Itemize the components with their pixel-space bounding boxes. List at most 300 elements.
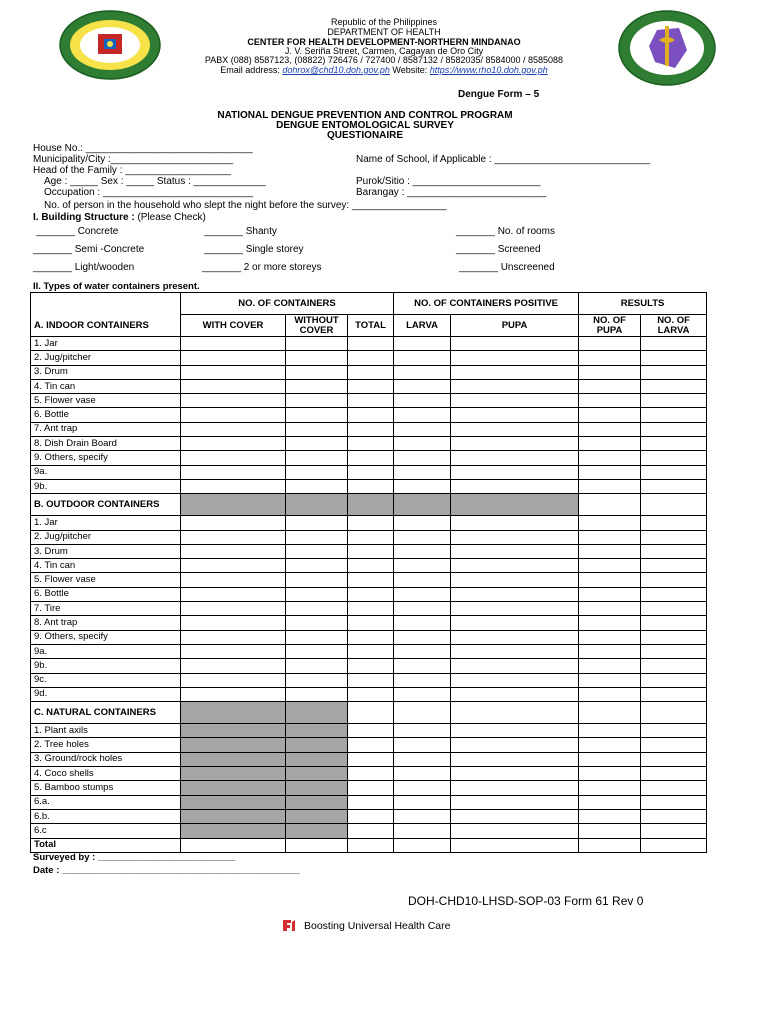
table-row: [31, 795, 707, 809]
table-cell[interactable]: [348, 659, 394, 673]
email-link[interactable]: dohrox@chd10.doh.gov.ph: [282, 65, 390, 75]
table-cell[interactable]: [286, 351, 348, 365]
table-cell[interactable]: [394, 824, 451, 838]
table-cell[interactable]: [579, 494, 641, 516]
table-cell[interactable]: [451, 687, 579, 701]
doh-seal-left-logo: [58, 10, 162, 80]
table-cell[interactable]: [451, 673, 579, 687]
table-cell[interactable]: [579, 616, 641, 630]
table-cell[interactable]: [641, 573, 707, 587]
table-cell[interactable]: [348, 630, 394, 644]
table-cell[interactable]: [181, 559, 286, 573]
table-cell[interactable]: [451, 602, 579, 616]
table-row: [31, 337, 707, 351]
school-field[interactable]: Name of School, if Applicable : ____________________________: [356, 154, 651, 165]
table-cell[interactable]: [394, 644, 451, 658]
purok-field[interactable]: Purok/Sitio : _______________________: [356, 176, 541, 187]
table-cell[interactable]: [181, 630, 286, 644]
table-cell[interactable]: [348, 738, 394, 752]
table-cell[interactable]: [641, 824, 707, 838]
table-cell[interactable]: [286, 687, 348, 701]
table-cell: [286, 738, 348, 752]
table-cell[interactable]: [451, 451, 579, 465]
table-cell[interactable]: [348, 422, 394, 436]
table-cell[interactable]: [579, 644, 641, 658]
table-cell[interactable]: [286, 602, 348, 616]
option-concrete[interactable]: _______ Concrete: [36, 226, 119, 237]
table-cell[interactable]: [451, 394, 579, 408]
table-cell[interactable]: [451, 351, 579, 365]
table-cell[interactable]: [579, 365, 641, 379]
table-cell[interactable]: [348, 465, 394, 479]
municipality-field[interactable]: Municipality/City :______________________: [33, 154, 234, 165]
table-cell[interactable]: [348, 573, 394, 587]
title-survey: DENGUE ENTOMOLOGICAL SURVEY: [276, 120, 454, 131]
table-cell: [181, 824, 286, 838]
section-row: [31, 494, 707, 516]
table-cell[interactable]: [286, 422, 348, 436]
table-cell[interactable]: [348, 516, 394, 530]
table-cell[interactable]: [394, 630, 451, 644]
table-cell[interactable]: [394, 394, 451, 408]
head-of-family-field[interactable]: Head of the Family : ___________________: [33, 165, 231, 176]
table-cell[interactable]: [394, 451, 451, 465]
bhuc-logo-icon: [282, 918, 300, 932]
table-cell[interactable]: [286, 337, 348, 351]
table-cell[interactable]: [394, 559, 451, 573]
table-cell[interactable]: [348, 530, 394, 544]
table-cell[interactable]: [286, 379, 348, 393]
option-shanty[interactable]: _______ Shanty: [204, 226, 277, 237]
table-cell[interactable]: [641, 465, 707, 479]
table-cell[interactable]: [394, 587, 451, 601]
building-heading-label: I. Building Structure :: [33, 212, 135, 223]
option-light-wooden[interactable]: _______ Light/wooden: [33, 262, 135, 273]
table-cell[interactable]: [394, 767, 451, 781]
table-cell[interactable]: [641, 516, 707, 530]
table-cell[interactable]: [181, 379, 286, 393]
building-heading-note: (Please Check): [137, 212, 206, 223]
table-cell[interactable]: [394, 379, 451, 393]
table-cell[interactable]: [348, 702, 394, 724]
table-cell[interactable]: [181, 687, 286, 701]
section-label: C. NATURAL CONTAINERS: [31, 702, 181, 724]
table-cell[interactable]: [286, 644, 348, 658]
table-cell[interactable]: [579, 544, 641, 558]
table-cell: [286, 795, 348, 809]
table-cell[interactable]: [394, 516, 451, 530]
table-cell[interactable]: [181, 573, 286, 587]
table-cell[interactable]: [451, 616, 579, 630]
table-cell[interactable]: [394, 544, 451, 558]
table-cell[interactable]: [579, 602, 641, 616]
table-cell[interactable]: [181, 437, 286, 451]
header-address: J. V. Seriña Street, Carmen, Cagayan de Oro City: [284, 46, 484, 56]
table-cell[interactable]: [579, 351, 641, 365]
table-row: [31, 630, 707, 644]
table-cell[interactable]: [579, 516, 641, 530]
table-cell[interactable]: [348, 824, 394, 838]
table-cell[interactable]: [641, 781, 707, 795]
table-cell[interactable]: [641, 494, 707, 516]
table-cell[interactable]: [579, 659, 641, 673]
table-cell[interactable]: [641, 408, 707, 422]
table-cell[interactable]: [579, 422, 641, 436]
table-cell[interactable]: [286, 838, 348, 852]
table-cell[interactable]: [181, 465, 286, 479]
table-cell[interactable]: [394, 337, 451, 351]
table-cell[interactable]: [579, 479, 641, 493]
table-cell[interactable]: [394, 408, 451, 422]
table-cell[interactable]: [348, 587, 394, 601]
table-cell: [181, 702, 286, 724]
table-cell[interactable]: [641, 752, 707, 766]
table-cell[interactable]: [181, 530, 286, 544]
table-cell[interactable]: [579, 559, 641, 573]
table-cell[interactable]: [451, 630, 579, 644]
table-cell[interactable]: [579, 530, 641, 544]
table-row: [31, 451, 707, 465]
table-cell[interactable]: [181, 616, 286, 630]
table-cell[interactable]: [286, 365, 348, 379]
table-cell[interactable]: [286, 516, 348, 530]
document-code: DOH-CHD10-LHSD-SOP-03 Form 61 Rev 0: [408, 894, 644, 908]
table-cell: [286, 809, 348, 823]
table-cell[interactable]: [394, 437, 451, 451]
option-two-storeys[interactable]: _______ 2 or more storeys: [202, 262, 322, 273]
table-row: [31, 394, 707, 408]
table-cell[interactable]: [286, 437, 348, 451]
table-row: [31, 824, 707, 838]
building-heading: [33, 212, 206, 224]
occupation-field[interactable]: Occupation : ___________________________: [44, 187, 254, 198]
table-row: [31, 687, 707, 701]
table-cell[interactable]: [451, 824, 579, 838]
table-cell[interactable]: [286, 530, 348, 544]
table-cell[interactable]: [286, 451, 348, 465]
table-cell[interactable]: [579, 394, 641, 408]
table-cell[interactable]: [286, 559, 348, 573]
table-cell[interactable]: [286, 573, 348, 587]
table-cell[interactable]: [451, 479, 579, 493]
table-cell[interactable]: [348, 752, 394, 766]
table-cell[interactable]: [348, 351, 394, 365]
table-cell[interactable]: [394, 724, 451, 738]
table-cell[interactable]: [641, 673, 707, 687]
option-unscreened[interactable]: _______ Unscreened: [459, 262, 555, 273]
option-semi-concrete[interactable]: _______ Semi -Concrete: [33, 244, 145, 255]
table-cell: [181, 781, 286, 795]
table-cell[interactable]: [641, 767, 707, 781]
table-cell[interactable]: [348, 673, 394, 687]
table-cell[interactable]: [394, 738, 451, 752]
table-row: [31, 752, 707, 766]
table-cell[interactable]: [348, 809, 394, 823]
table-cell[interactable]: [451, 767, 579, 781]
table-cell[interactable]: [348, 767, 394, 781]
table-cell[interactable]: [348, 616, 394, 630]
table-cell[interactable]: [394, 573, 451, 587]
surveyed-by-field[interactable]: Surveyed by : __________________________: [33, 852, 236, 863]
table-cell[interactable]: [579, 824, 641, 838]
table-cell[interactable]: [451, 644, 579, 658]
table-cell[interactable]: [641, 351, 707, 365]
table-cell[interactable]: [451, 659, 579, 673]
table-cell[interactable]: [451, 544, 579, 558]
row-label: 7. Ant trap: [31, 422, 181, 436]
table-cell: [181, 809, 286, 823]
table-cell[interactable]: [641, 659, 707, 673]
persons-field[interactable]: No. of person in the household who slept the night before the survey: _________________: [44, 200, 447, 211]
table-cell[interactable]: [451, 724, 579, 738]
table-cell[interactable]: [641, 559, 707, 573]
table-cell[interactable]: [451, 465, 579, 479]
table-cell[interactable]: [394, 702, 451, 724]
table-cell[interactable]: [286, 394, 348, 408]
table-cell[interactable]: [641, 724, 707, 738]
table-cell[interactable]: [451, 573, 579, 587]
table-cell[interactable]: [394, 659, 451, 673]
table-cell[interactable]: [579, 673, 641, 687]
table-cell[interactable]: [641, 795, 707, 809]
table-cell[interactable]: [579, 573, 641, 587]
total-label: Total: [31, 838, 181, 852]
table-cell[interactable]: [348, 687, 394, 701]
table-cell[interactable]: [579, 795, 641, 809]
table-cell[interactable]: [181, 659, 286, 673]
table-cell[interactable]: [641, 365, 707, 379]
row-label: 2. Jug/pitcher: [31, 351, 181, 365]
title-questionaire: QUESTIONAIRE: [326, 130, 404, 141]
table-cell[interactable]: [451, 437, 579, 451]
table-row: [31, 724, 707, 738]
table-cell[interactable]: [348, 559, 394, 573]
table-cell[interactable]: [579, 687, 641, 701]
table-cell[interactable]: [394, 602, 451, 616]
table-cell[interactable]: [641, 422, 707, 436]
table-cell[interactable]: [394, 687, 451, 701]
table-cell[interactable]: [181, 351, 286, 365]
table-cell[interactable]: [348, 394, 394, 408]
table-cell[interactable]: [579, 408, 641, 422]
table-cell[interactable]: [286, 465, 348, 479]
table-cell[interactable]: [286, 616, 348, 630]
house-no-field[interactable]: House No.: ______________________________: [33, 143, 253, 154]
table-cell[interactable]: [451, 752, 579, 766]
table-cell: [286, 494, 348, 516]
table-cell[interactable]: [181, 451, 286, 465]
table-cell[interactable]: [579, 767, 641, 781]
table-cell[interactable]: [348, 781, 394, 795]
table-cell[interactable]: [286, 544, 348, 558]
table-cell[interactable]: [641, 630, 707, 644]
table-cell[interactable]: [394, 365, 451, 379]
table-cell[interactable]: [181, 544, 286, 558]
row-label: 3. Drum: [31, 365, 181, 379]
table-cell[interactable]: [451, 738, 579, 752]
table-cell[interactable]: [181, 408, 286, 422]
table-cell[interactable]: [641, 587, 707, 601]
table-cell[interactable]: [181, 673, 286, 687]
table-cell[interactable]: [641, 702, 707, 724]
table-cell[interactable]: [348, 437, 394, 451]
table-cell[interactable]: [451, 422, 579, 436]
table-cell[interactable]: [286, 479, 348, 493]
table-cell[interactable]: [641, 394, 707, 408]
row-label: 4. Coco shells: [31, 767, 181, 781]
table-cell[interactable]: [579, 838, 641, 852]
row-label: 1. Plant axils: [31, 724, 181, 738]
row-label: 9. Others, specify: [31, 451, 181, 465]
table-cell[interactable]: [579, 809, 641, 823]
table-cell[interactable]: [286, 408, 348, 422]
table-cell[interactable]: [348, 451, 394, 465]
table-cell[interactable]: [181, 838, 286, 852]
table-cell[interactable]: [181, 422, 286, 436]
table-cell[interactable]: [181, 587, 286, 601]
table-cell[interactable]: [579, 781, 641, 795]
table-cell[interactable]: [579, 702, 641, 724]
table-cell[interactable]: [641, 809, 707, 823]
table-cell[interactable]: [451, 559, 579, 573]
table-cell: [181, 767, 286, 781]
table-cell: [286, 702, 348, 724]
table-cell[interactable]: [451, 838, 579, 852]
table-cell[interactable]: [348, 544, 394, 558]
row-label: 1. Jar: [31, 516, 181, 530]
table-cell[interactable]: [451, 337, 579, 351]
table-cell: [181, 752, 286, 766]
table-cell[interactable]: [641, 616, 707, 630]
form-number: Dengue Form – 5: [458, 89, 540, 100]
age-sex-status-field[interactable]: Age : _____ Sex : _____ Status : _____________: [44, 176, 266, 187]
row-label: 9c.: [31, 673, 181, 687]
table-cell[interactable]: [579, 379, 641, 393]
table-cell[interactable]: [286, 630, 348, 644]
table-cell[interactable]: [579, 738, 641, 752]
table-cell[interactable]: [579, 465, 641, 479]
table-row: [31, 516, 707, 530]
table-row: [31, 408, 707, 422]
table-cell[interactable]: [579, 337, 641, 351]
table-cell[interactable]: [394, 479, 451, 493]
table-cell[interactable]: [641, 479, 707, 493]
table-cell[interactable]: [451, 781, 579, 795]
table-cell[interactable]: [579, 451, 641, 465]
table-cell[interactable]: [394, 795, 451, 809]
table-cell[interactable]: [181, 365, 286, 379]
table-cell[interactable]: [641, 544, 707, 558]
table-cell[interactable]: [579, 724, 641, 738]
row-label: 9d.: [31, 687, 181, 701]
table-cell[interactable]: [641, 379, 707, 393]
table-cell[interactable]: [641, 644, 707, 658]
table-cell[interactable]: [348, 838, 394, 852]
table-cell[interactable]: [451, 365, 579, 379]
table-cell[interactable]: [394, 422, 451, 436]
table-cell[interactable]: [641, 530, 707, 544]
table-cell[interactable]: [181, 337, 286, 351]
header-no-of-larva: NO. OF LARVA: [641, 315, 707, 337]
table-cell[interactable]: [181, 479, 286, 493]
table-cell[interactable]: [394, 673, 451, 687]
table-cell[interactable]: [641, 838, 707, 852]
table-cell[interactable]: [181, 644, 286, 658]
table-cell[interactable]: [348, 337, 394, 351]
table-cell[interactable]: [348, 602, 394, 616]
table-cell[interactable]: [181, 394, 286, 408]
table-cell[interactable]: [579, 630, 641, 644]
table-cell[interactable]: [641, 451, 707, 465]
table-cell[interactable]: [451, 702, 579, 724]
table-cell[interactable]: [579, 752, 641, 766]
table-cell[interactable]: [348, 408, 394, 422]
table-cell[interactable]: [579, 437, 641, 451]
table-cell[interactable]: [451, 530, 579, 544]
table-cell[interactable]: [286, 673, 348, 687]
table-cell[interactable]: [451, 587, 579, 601]
table-cell[interactable]: [641, 602, 707, 616]
table-cell[interactable]: [394, 616, 451, 630]
website-link[interactable]: https://www.rho10.doh.gov.ph: [429, 65, 548, 75]
table-cell[interactable]: [348, 795, 394, 809]
table-cell[interactable]: [451, 795, 579, 809]
table-cell[interactable]: [348, 724, 394, 738]
table-row: [31, 530, 707, 544]
header-center: CENTER FOR HEALTH DEVELOPMENT-NORTHERN MINDANAO: [247, 37, 521, 47]
table-cell[interactable]: [181, 602, 286, 616]
table-cell[interactable]: [394, 809, 451, 823]
row-label: 9b.: [31, 479, 181, 493]
table-cell[interactable]: [394, 752, 451, 766]
table-cell[interactable]: [451, 516, 579, 530]
header-republic: Republic of the Philippines: [330, 17, 438, 27]
table-row: [31, 644, 707, 658]
table-cell[interactable]: [394, 465, 451, 479]
table-cell[interactable]: [641, 738, 707, 752]
table-cell[interactable]: [451, 379, 579, 393]
table-cell[interactable]: [348, 479, 394, 493]
table-cell[interactable]: [394, 838, 451, 852]
table-cell[interactable]: [641, 437, 707, 451]
option-screened[interactable]: _______ Screened: [456, 244, 541, 255]
row-label: 6.c: [31, 824, 181, 838]
table-cell[interactable]: [394, 351, 451, 365]
table-cell[interactable]: [641, 687, 707, 701]
header-results: RESULTS: [579, 293, 707, 315]
table-row: [31, 365, 707, 379]
option-single-storey[interactable]: _______ Single storey: [204, 244, 304, 255]
table-cell[interactable]: [394, 530, 451, 544]
barangay-field[interactable]: Barangay : _________________________: [356, 187, 547, 198]
option-no-of-rooms[interactable]: _______ No. of rooms: [456, 226, 555, 237]
table-cell[interactable]: [286, 659, 348, 673]
table-cell[interactable]: [286, 587, 348, 601]
table-cell[interactable]: [394, 781, 451, 795]
table-cell[interactable]: [348, 365, 394, 379]
table-cell[interactable]: [579, 587, 641, 601]
row-label: 2. Tree holes: [31, 738, 181, 752]
row-label: 6. Bottle: [31, 587, 181, 601]
table-cell[interactable]: [181, 516, 286, 530]
table-cell[interactable]: [641, 337, 707, 351]
table-cell[interactable]: [348, 379, 394, 393]
header-with-cover: WITH COVER: [181, 315, 286, 337]
table-cell[interactable]: [451, 809, 579, 823]
table-cell[interactable]: [348, 644, 394, 658]
date-field[interactable]: Date : _____________________________________________: [33, 865, 300, 876]
table-cell[interactable]: [451, 408, 579, 422]
